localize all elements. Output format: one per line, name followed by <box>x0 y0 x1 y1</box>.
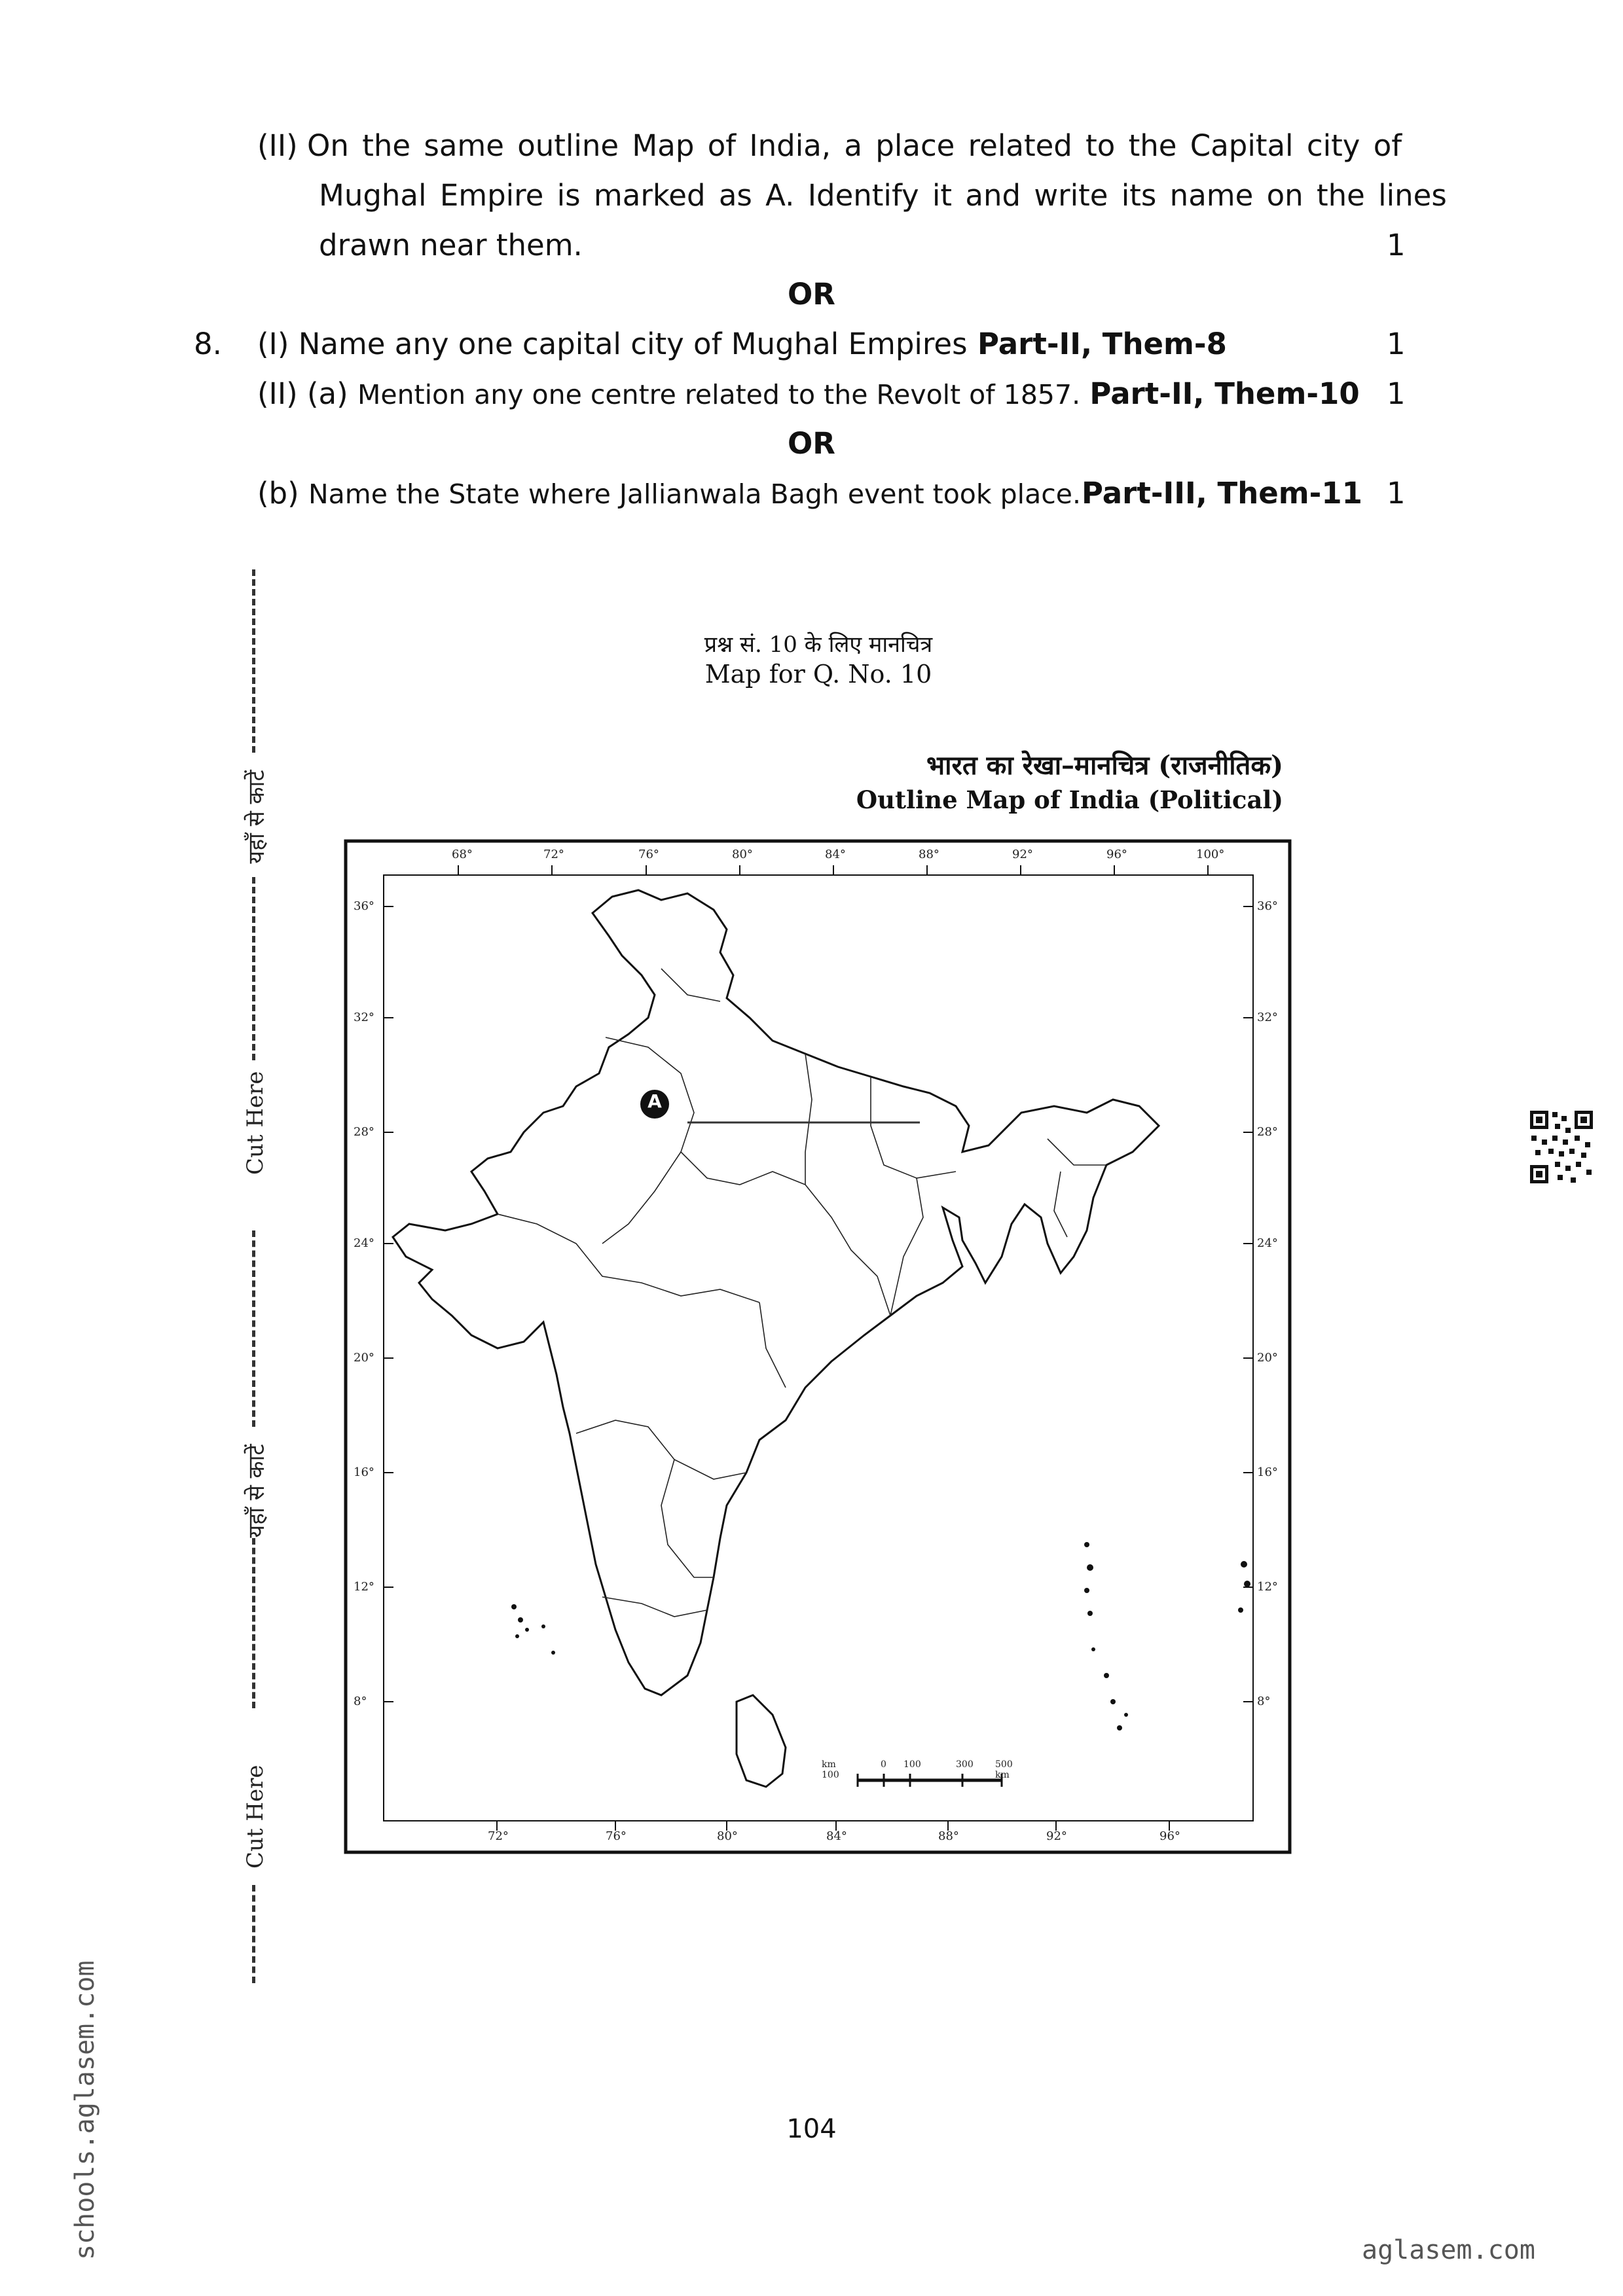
map-outer-frame <box>346 841 1290 1852</box>
q7-ii-marks: 1 <box>1387 228 1406 262</box>
map-heading-hindi: प्रश्न सं. 10 के लिए मानचित्र <box>704 632 933 658</box>
q8-i-question: (I) Name any one capital city of Mughal Empires <box>257 327 968 361</box>
page-number: 104 <box>786 2114 837 2144</box>
hindi-cut-label-top: यहाँ से काटें <box>244 770 270 864</box>
q7-ii-line1: (II) On the same outline Map of India, a place related to the Capital city of <box>257 128 1402 163</box>
q8-b-reference: Part-III, Them-11 <box>1082 476 1362 511</box>
island-groups <box>511 1542 1250 1731</box>
cut-here-label-bottom: Cut Here <box>242 1765 268 1869</box>
latitude-ticks <box>384 906 1253 1702</box>
india-border <box>393 890 1159 1695</box>
q8-b-question: (b) Name the State where Jallianwala Bagh event took place. <box>257 476 1081 511</box>
q8-iia-question: (II) (a) Mention any one centre related to the Revolt of 1857. Part-II, Them-10 <box>257 376 1360 411</box>
or-separator-1: OR <box>788 277 835 312</box>
state-boundaries <box>498 969 1106 1617</box>
watermark-bottom: aglasem.com <box>1362 2235 1535 2265</box>
q8-number: 8. <box>194 327 222 361</box>
map-title-english: Outline Map of India (Political) <box>856 785 1283 814</box>
qr-code <box>1529 1109 1594 1185</box>
q8-i-reference: Part-II, Them-8 <box>977 327 1227 361</box>
watermark-side: schools.aglasem.com <box>70 1960 100 2260</box>
sri-lanka-outline <box>737 1695 786 1787</box>
marker-a-label: A <box>647 1090 662 1112</box>
q7-ii-line2: Mughal Empire is marked as A. Identify it and write its name on the lines <box>319 178 1447 213</box>
q8-b-marks: 1 <box>1387 476 1406 511</box>
cut-here-label-top: Cut Here <box>242 1071 268 1175</box>
map-title-hindi: भारत का रेखा–मानचित्र (राजनीतिक) <box>926 750 1283 781</box>
q8-i-marks: 1 <box>1387 327 1406 361</box>
q8-iia-marks: 1 <box>1387 376 1406 411</box>
map-heading-english: Map for Q. No. 10 <box>704 660 932 689</box>
or-separator-2: OR <box>788 426 835 461</box>
map-scale-bar <box>858 1774 1002 1787</box>
map-inner-frame <box>384 875 1253 1821</box>
longitude-ticks <box>458 865 1208 1831</box>
q7-ii-line3: drawn near them. <box>319 228 583 262</box>
hindi-cut-label-bottom: यहाँ से काटें <box>244 1444 270 1538</box>
